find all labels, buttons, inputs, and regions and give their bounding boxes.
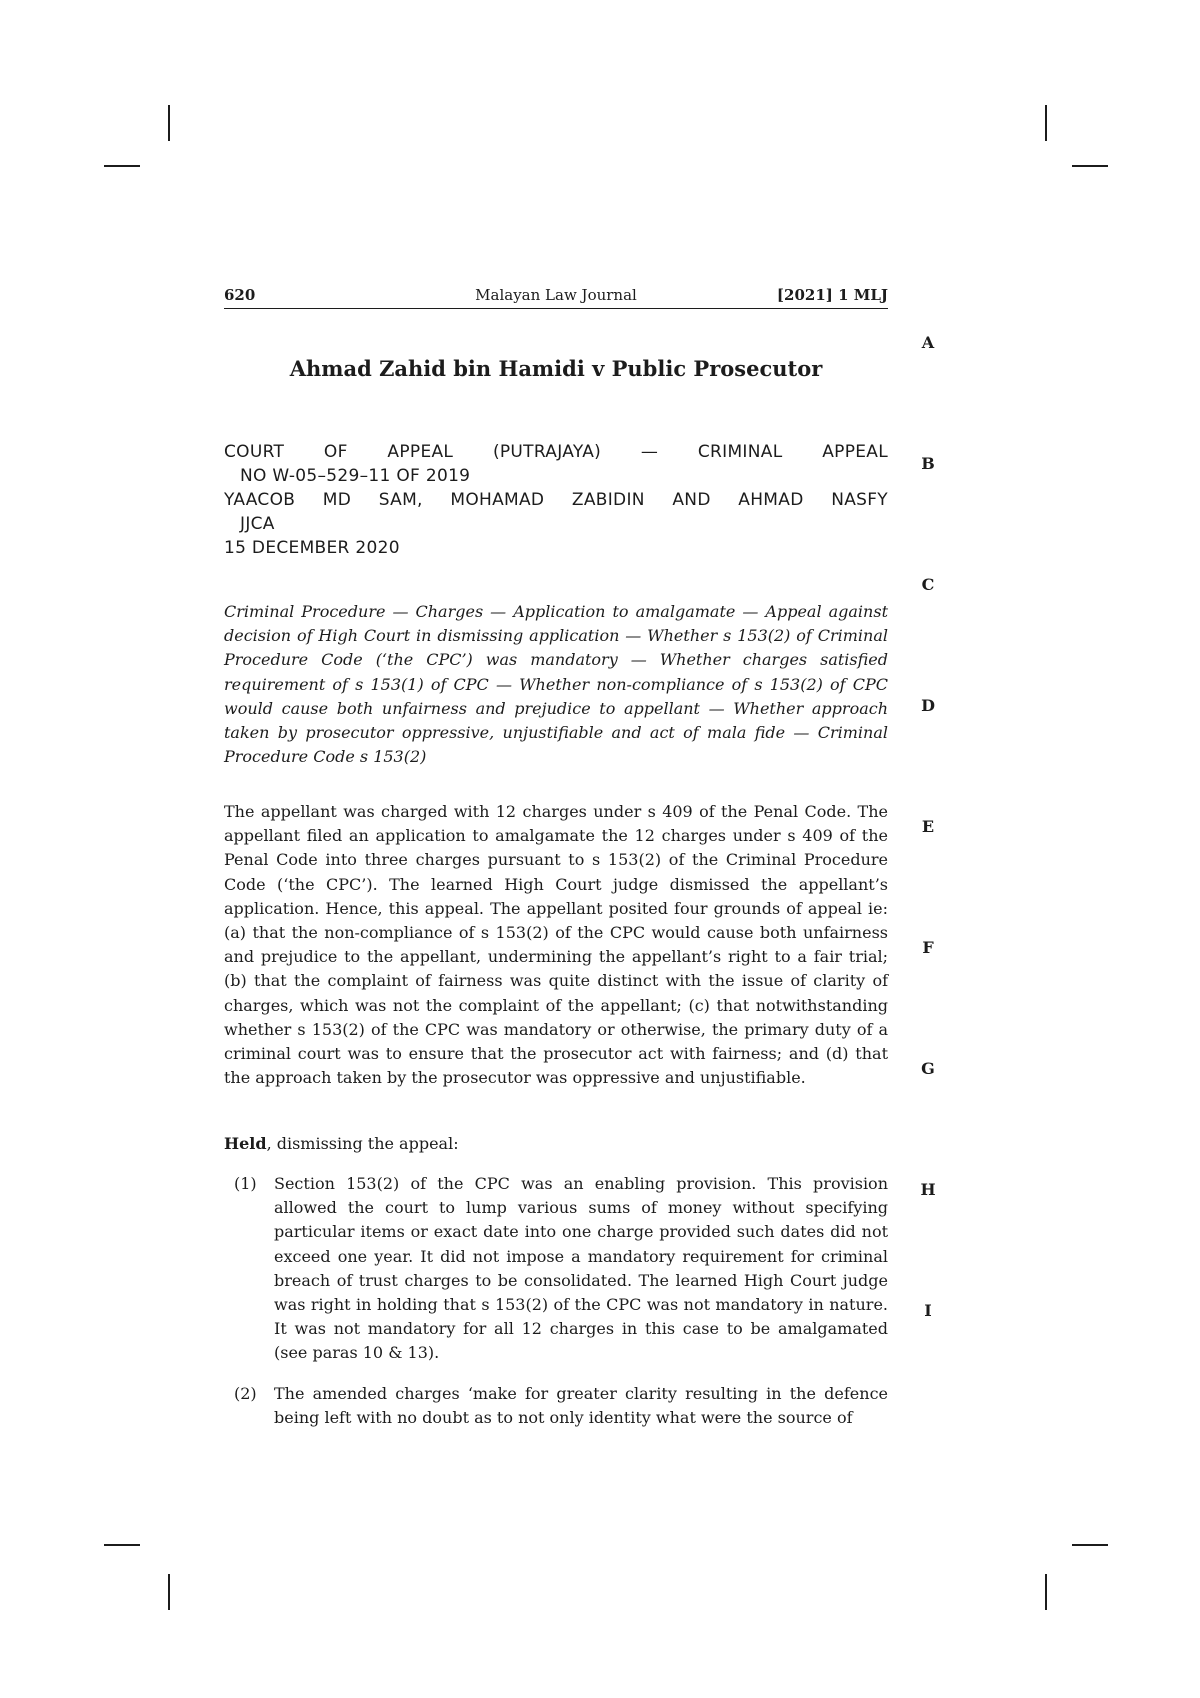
margin-marker-d: D	[921, 696, 935, 715]
holding-item	[224, 1172, 888, 1366]
held-label: Held	[224, 1134, 267, 1153]
margin-marker-i: I	[924, 1301, 932, 1320]
journal-name: Malayan Law Journal	[475, 286, 637, 304]
running-header	[224, 282, 888, 309]
margin-marker-b: B	[921, 454, 935, 473]
crop-mark-bottom-right-horizontal	[1072, 1544, 1108, 1546]
journal-citation: [2021] 1 MLJ	[776, 286, 888, 304]
margin-marker-e: E	[921, 817, 935, 836]
crop-mark-top-right-horizontal	[1072, 165, 1108, 167]
crop-mark-top-left-vertical	[168, 105, 170, 141]
margin-marker-g: G	[921, 1059, 935, 1078]
margin-marker-a: A	[921, 333, 935, 352]
margin-marker-c: C	[921, 575, 935, 594]
judges-line-2: JJCA	[240, 514, 275, 534]
holding-text: Section 153(2) of the CPC was an enabling provision. This provision allowed the court to lump various sums of money without specifying particular items or exact date into one charge provided such dates did not exceed one year. It did not impose a mandatory requirement for criminal breach of trust charges to be consolidated. The learned High Court judge was right in holding that s 153(2) of the CPC was not mandatory in nature. It was not mandatory for all 12 charges in this case to be amalgamated (see paras 10 & 13).	[274, 1174, 888, 1363]
crop-mark-top-left-horizontal	[104, 165, 140, 167]
court-line-2: NO W-05–529–11 OF 2019	[240, 466, 471, 486]
judges-line-1: YAACOB MD SAM, MOHAMAD ZABIDIN AND AHMAD NASFY	[224, 490, 888, 510]
holding-number: (1)	[234, 1174, 257, 1193]
case-summary: The appellant was charged with 12 charges under s 409 of the Penal Code. The appellant filed an application to amalgamate the 12 charges under s 409 of the Penal Code into three charges pursuant to s 153(2) of the Criminal Procedure Code (‘the CPC’). The learned High Court judge dismissed the appellant’s application. Hence, this appeal. The appellant posited four grounds of appeal ie: (a) that the non-compliance of s 153(2) of the CPC would cause both unfairness and prejudice to the appellant, undermining the appellant’s right to a fair trial; (b) that the complaint of fairness was quite distinct with the issue of clarity of charges, which was not the complaint of the appellant; (c) that notwithstanding whether s 153(2) of the CPC was mandatory or otherwise, the primary duty of a criminal court was to ensure that the prosecutor act with fairness; and (d) that the approach taken by the prosecutor was oppressive and unjustifiable.	[224, 802, 888, 1088]
court-line-1: COURT OF APPEAL (PUTRAJAYA) — CRIMINAL APPEAL	[224, 442, 888, 462]
holding-item	[224, 1382, 888, 1430]
held-heading	[224, 1134, 888, 1153]
court-info	[224, 440, 888, 560]
decision-date: 15 DECEMBER 2020	[224, 538, 400, 558]
holding-number: (2)	[234, 1384, 257, 1403]
crop-mark-bottom-left-vertical	[168, 1574, 170, 1610]
held-rest: , dismissing the appeal:	[266, 1134, 459, 1153]
margin-marker-f: F	[922, 938, 934, 957]
catchwords: Criminal Procedure — Charges — Application to amalgamate — Appeal against decision of High Court in dismissing application — Whether s 153(2) of Criminal Procedure Code (‘the CPC’) was mandatory — Whether charges satisfied requirement of s 153(1) of CPC — Whether non-compliance of s 153(2) of CPC would cause both unfairness and prejudice to appellant — Whether approach taken by prosecutor oppressive, unjustifiable and act of mala fide — Criminal Procedure Code s 153(2)	[224, 602, 888, 767]
crop-mark-bottom-left-horizontal	[104, 1544, 140, 1546]
margin-marker-h: H	[920, 1180, 936, 1199]
case-title: Ahmad Zahid bin Hamidi v Public Prosecutor	[289, 356, 823, 381]
crop-mark-bottom-right-vertical	[1045, 1574, 1047, 1610]
holding-text: The amended charges ‘make for greater clarity resulting in the defence being left with no doubt as to not only identity what were the source of	[274, 1384, 888, 1428]
page-number: 620	[224, 286, 256, 304]
crop-mark-top-right-vertical	[1045, 105, 1047, 141]
